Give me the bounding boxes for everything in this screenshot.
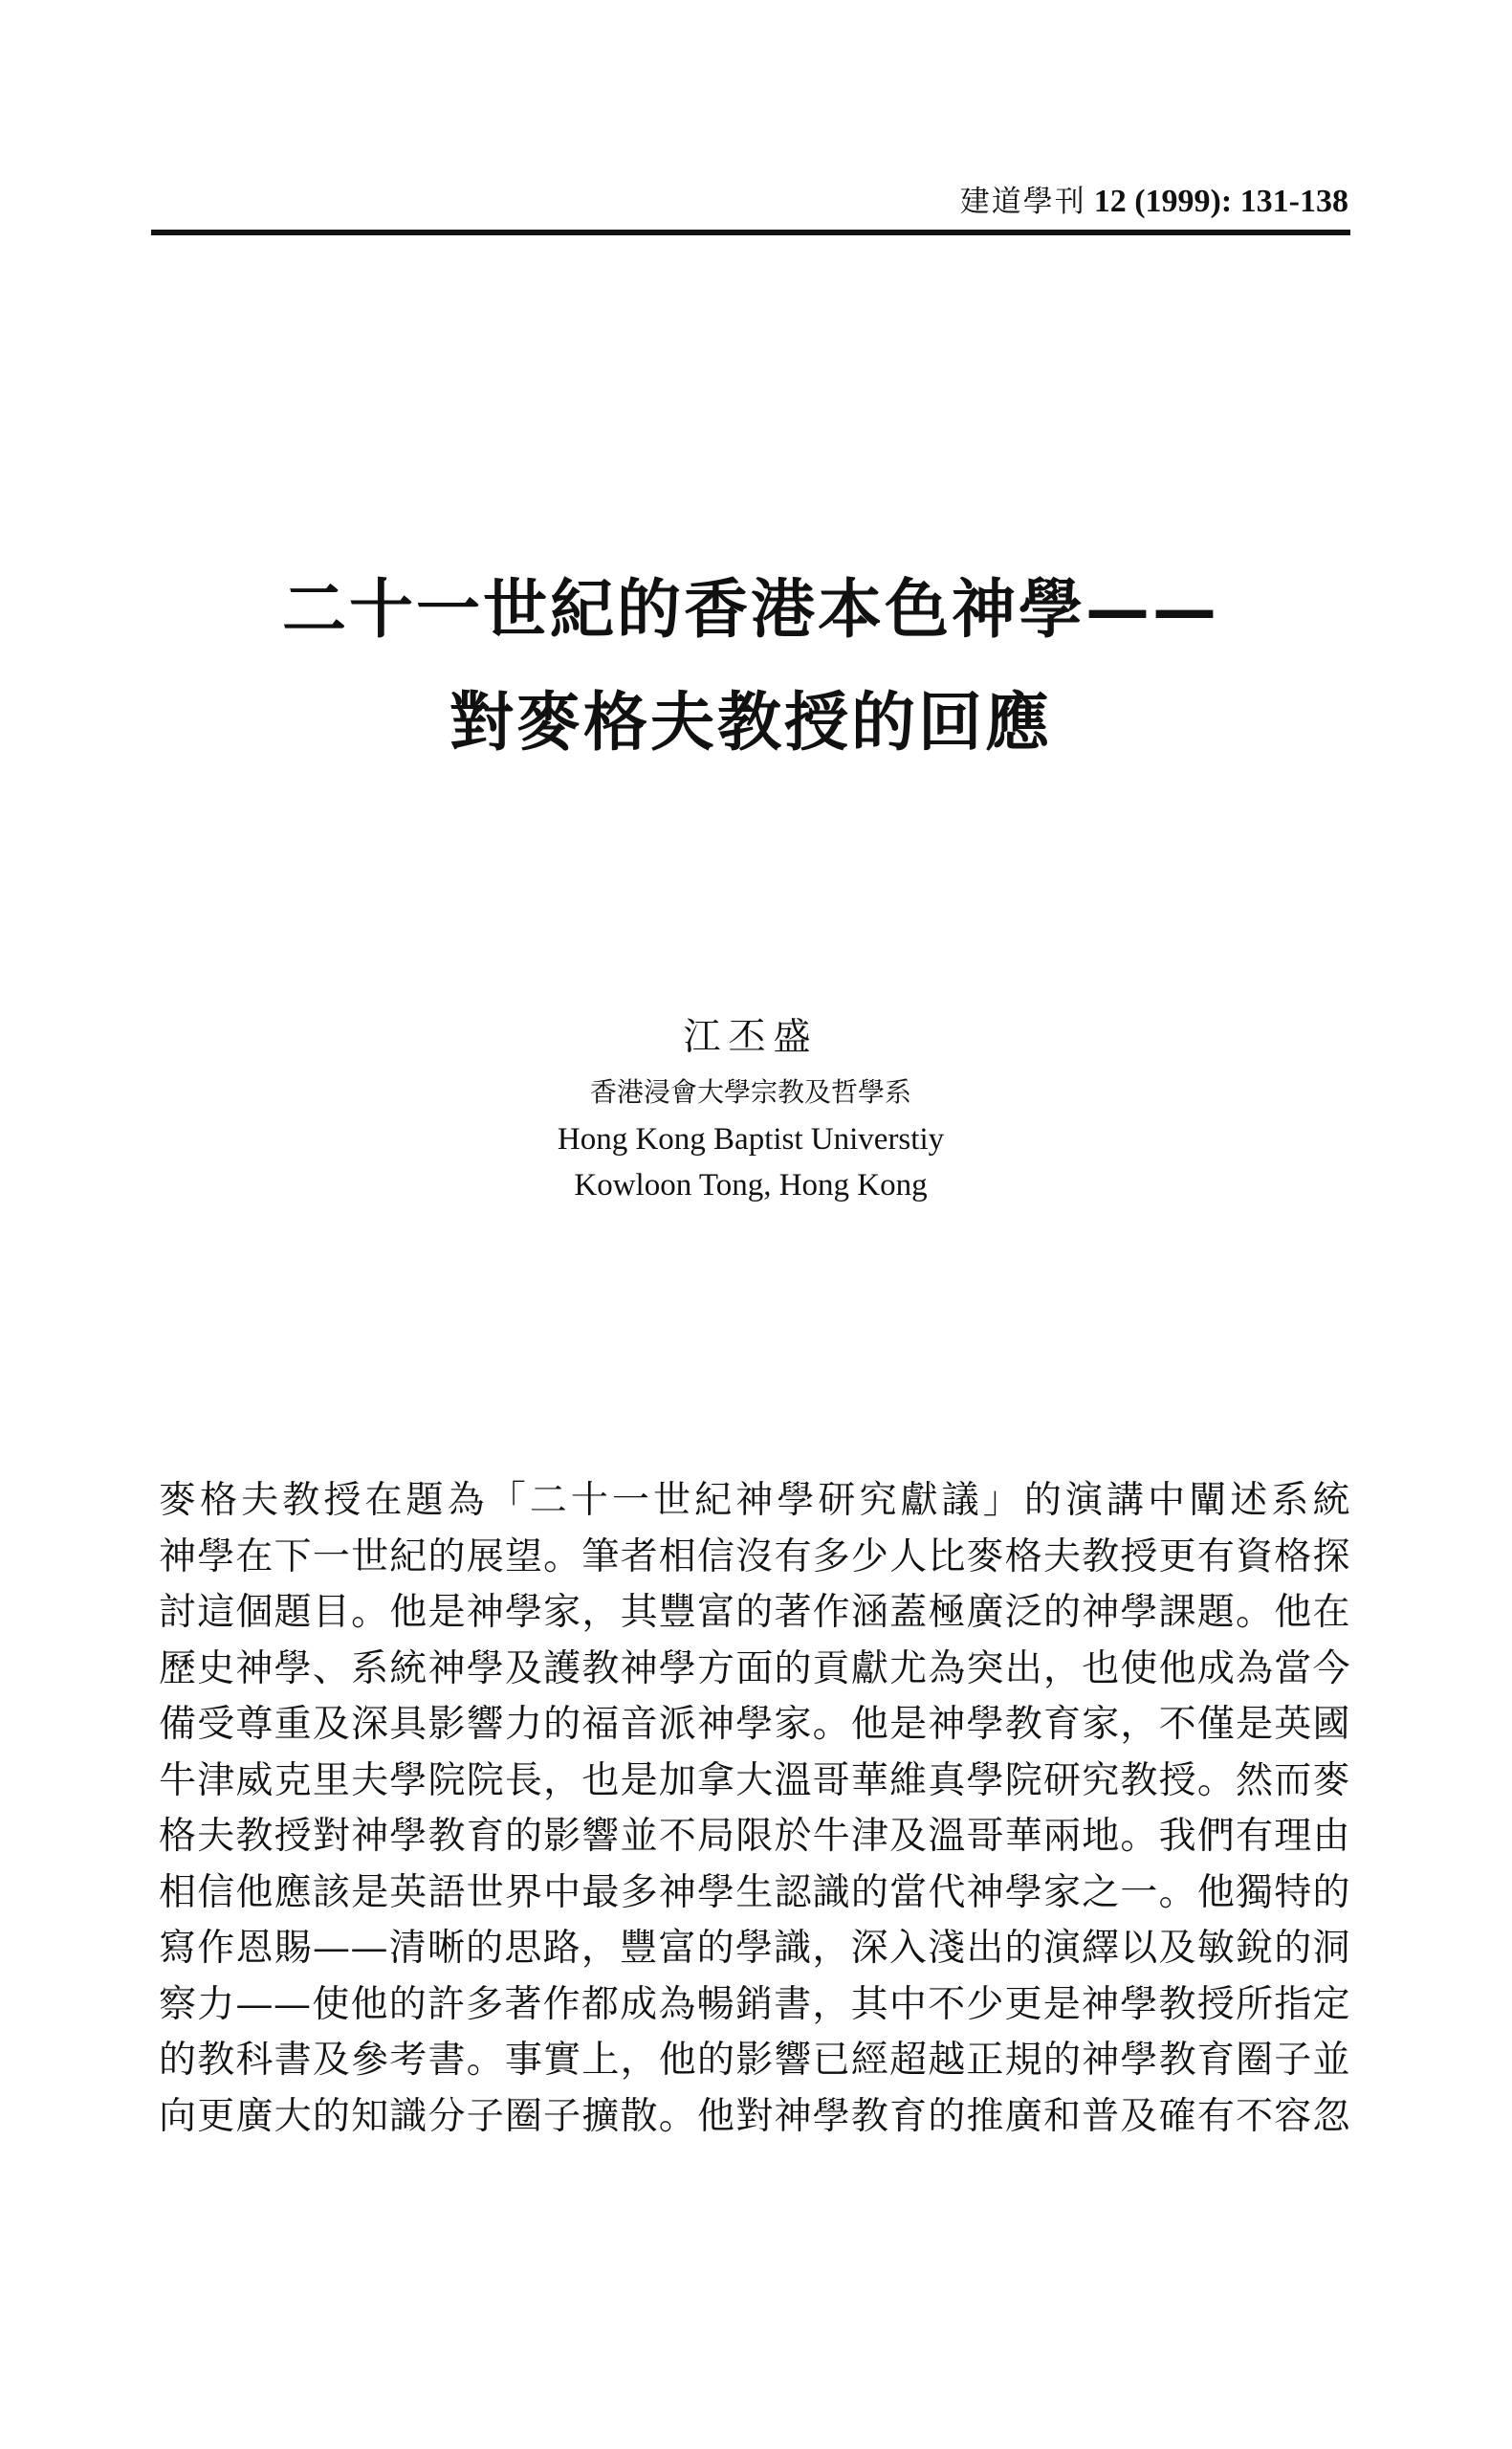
body-line: 寫作恩賜——清晰的思路，豐富的學識，深入淺出的演繹以及敏銳的洞 [159,1927,1350,1970]
body-line: 向更廣大的知識分子圈子擴散。他對神學教育的推廣和普及確有不容忽 [159,2094,1350,2138]
author-name: 江丕盛 [683,1016,819,1059]
body-paragraph [159,1473,1350,2145]
journal-name: 建道學刊 [959,185,1086,219]
affiliation-chinese: 香港浸會大學宗教及哲學系 [589,1076,911,1108]
running-header [153,182,1348,230]
body-line: 備受尊重及深具影響力的福音派神學家。他是神學教育家，不僅是英國 [159,1703,1350,1746]
body-line: 麥格夫教授在題為「二十一世紀神學研究獻議」的演講中闡述系統 [159,1479,1350,1522]
title-line-1: 二十一世紀的香港本色神學—— [282,572,1219,647]
body-line: 歷史神學、系統神學及護教神學方面的貢獻尤為突出，也使他成為當今 [159,1646,1350,1690]
affiliation-english-line-2: Kowloon Tong, Hong Kong [574,1168,928,1202]
article-title [153,553,1348,779]
body-line: 察力——使他的許多著作都成為暢銷書，其中不少更是神學教授所指定 [159,1982,1350,2026]
body-line: 牛津威克里夫學院院長，也是加拿大溫哥華維真學院研究教授。然而麥 [159,1758,1350,1802]
body-line: 格夫教授對神學教育的影響並不局限於牛津及溫哥華兩地。我們有理由 [159,1815,1350,1858]
body-line: 相信他應該是英語世界中最多神學生認識的當代神學家之一。他獨特的 [159,1870,1350,1914]
author-block [153,1009,1348,1208]
title-line-2: 對麥格夫教授的回應 [449,685,1052,760]
journal-citation: 12 (1999): 131-138 [1093,184,1348,219]
affiliation-english-line-1: Hong Kong Baptist Universtiy [557,1122,945,1157]
body-line: 的教科書及參考書。事實上，他的影響已經超越正規的神學教育圈子並 [159,2039,1350,2082]
header-rule [151,230,1350,235]
body-line: 神學在下一世紀的展望。筆者相信沒有多少人比麥格夫教授更有資格探 [159,1534,1350,1578]
body-line: 討這個題目。他是神學家，其豐富的著作涵蓋極廣泛的神學課題。他在 [159,1591,1350,1634]
